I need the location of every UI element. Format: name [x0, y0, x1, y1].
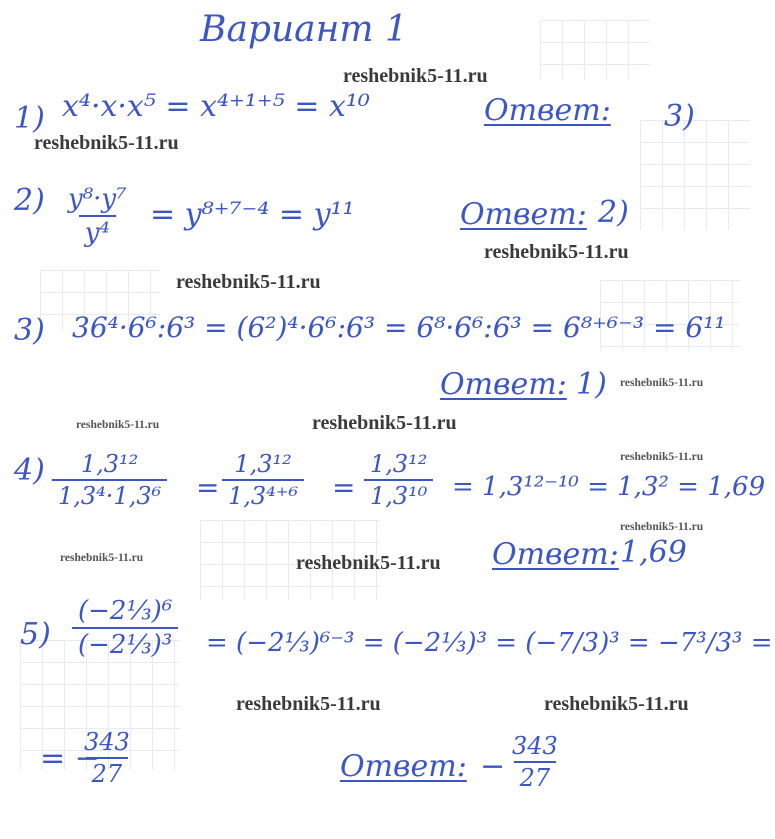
watermark: reshebnik5-11.ru: [312, 412, 457, 434]
problem-5-answer: [506, 734, 564, 790]
problem-5-rest: = (−2⅓)⁶⁻³ = (−2⅓)³ = (−7/3)³ = −7³/3³ =: [206, 628, 773, 658]
problem-4-fraction-1-numerator: 1,3¹²: [80, 450, 139, 478]
watermark: reshebnik5-11.ru: [620, 521, 704, 533]
problem-1-answer: 3): [664, 99, 695, 134]
problem-5-result-denominator: 27: [86, 757, 129, 786]
problem-5-answer-numerator: 343: [512, 732, 558, 760]
problem-4-answer-label: Ответ:: [492, 537, 619, 572]
watermark: reshebnik5-11.ru: [34, 132, 179, 154]
watermark: reshebnik5-11.ru: [484, 241, 629, 263]
equals-sign: =: [196, 471, 220, 504]
problem-5-result: [78, 730, 136, 786]
problem-3-answer: 1): [576, 367, 607, 402]
problem-3-number: 3): [14, 313, 45, 348]
watermark: reshebnik5-11.ru: [236, 693, 381, 715]
problem-5-answer-sign: −: [480, 749, 506, 784]
problem-5-number: 5): [20, 617, 51, 652]
problem-2-fraction-denominator: y⁴: [79, 215, 116, 246]
problem-1-solution: x⁴·x·x⁵ = x⁴⁺¹⁺⁵ = x¹⁰: [62, 89, 370, 124]
problem-2-fraction-numerator: y⁸·y⁷: [68, 184, 127, 214]
problem-2-answer: 2): [598, 195, 629, 230]
problem-2-rest: = y⁸⁺⁷⁻⁴ = y¹¹: [150, 197, 355, 232]
problem-5-fraction: [72, 598, 178, 658]
problem-4-fraction-1-denominator: 1,3⁴·1,3⁶: [52, 479, 167, 508]
problem-4-fraction-3-denominator: 1,3¹⁰: [364, 479, 433, 508]
problem-3-solution: 36⁴·6⁶:6³ = (6²)⁴·6⁶:6³ = 6⁸·6⁶:6³ = 6⁸⁺⁶⁻³ = 6¹¹: [72, 311, 726, 344]
problem-4-fraction-2-denominator: 1,3⁴⁺⁶: [222, 479, 304, 508]
watermark: reshebnik5-11.ru: [296, 552, 441, 574]
problem-4-number: 4): [14, 453, 45, 488]
watermark: reshebnik5-11.ru: [544, 693, 689, 715]
watermark: reshebnik5-11.ru: [343, 65, 488, 87]
problem-5-fraction-denominator: (−2⅓)³: [72, 627, 178, 658]
grid-fragment: [640, 120, 750, 230]
problem-4-rest: = 1,3¹²⁻¹⁰ = 1,3² = 1,69: [452, 472, 766, 502]
problem-4-fraction-3-numerator: 1,3¹²: [370, 450, 428, 478]
problem-4-fraction-3: [364, 452, 433, 508]
problem-5-fraction-numerator: (−2⅓)⁶: [78, 596, 173, 626]
watermark: reshebnik5-11.ru: [76, 419, 160, 431]
problem-2-answer-label: Ответ:: [460, 197, 587, 232]
problem-5-answer-denominator: 27: [514, 761, 557, 790]
problem-5-result-numerator: 343: [84, 728, 130, 756]
problem-5-answer-label: Ответ:: [340, 749, 467, 784]
problem-4-fraction-1: [52, 452, 167, 508]
problem-4-fraction-2-numerator: 1,3¹²: [234, 450, 292, 478]
problem-3-answer-label: Ответ:: [440, 367, 567, 402]
problem-2-number: 2): [14, 183, 45, 218]
equals-sign: =: [332, 471, 356, 504]
problem-4-answer: 1,69: [620, 535, 687, 570]
problem-4-fraction-2: [222, 452, 304, 508]
grid-fragment: [540, 20, 650, 80]
watermark: reshebnik5-11.ru: [176, 271, 321, 293]
watermark: reshebnik5-11.ru: [620, 451, 704, 463]
problem-1-answer-label: Ответ:: [484, 93, 611, 128]
watermark: reshebnik5-11.ru: [60, 552, 144, 564]
page-title: Вариант 1: [200, 9, 408, 50]
problem-2-fraction: [62, 186, 133, 246]
problem-5-continuation: = −: [40, 741, 100, 776]
problem-1-number: 1): [14, 101, 45, 136]
watermark: reshebnik5-11.ru: [620, 377, 704, 389]
